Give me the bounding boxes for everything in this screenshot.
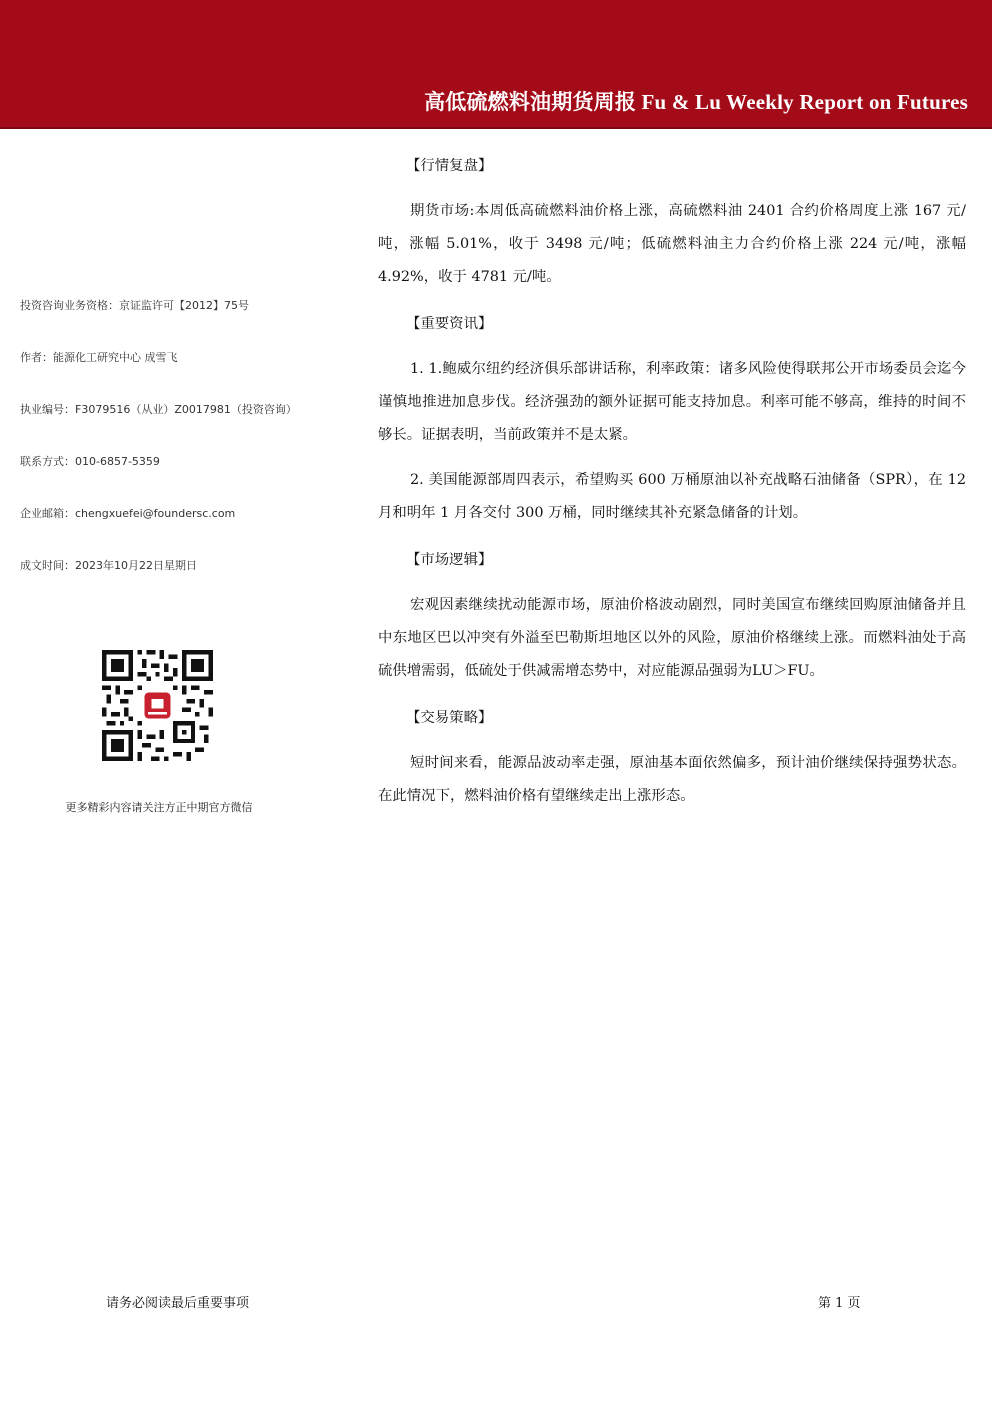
header-divider — [0, 127, 992, 129]
contact-line: 联系方式：010-6857-5359 — [20, 455, 160, 468]
section-heading-trading-strategy: 【交易策略】 — [406, 710, 493, 726]
wechat-qr-code-icon — [102, 650, 213, 761]
section-heading-key-news: 【重要资讯】 — [406, 316, 493, 332]
key-news-paragraph-2: 2. 美国能源部周四表示，希望购买 600 万桶原油以补充战略石油储备（SPR），在 12 月和明年 1 月各交付 300 万桶，同时继续其补充紧急储备的计划。 — [378, 472, 966, 521]
market-logic-paragraph: 宏观因素继续扰动能源市场，原油价格波动剧烈，同时美国宣布继续回购原油储备并且中东地区巴以冲突有外溢至巴勒斯坦地区以外的风险，原油价格继续上涨。而燃料油处于高硫供增需弱，低硫处于供减需增态势中，对应能源品强弱为LU＞FU。 — [378, 597, 966, 679]
qualification-line: 投资咨询业务资格：京证监许可【2012】75号 — [20, 299, 249, 312]
sidebar — [20, 298, 340, 584]
trading-strategy-paragraph: 短时间来看，能源品波动率走强，原油基本面依然偏多，预计油价继续保持强势状态。在此情况下，燃料油价格有望继续走出上涨形态。 — [378, 755, 966, 804]
page-number: 第 1 页 — [818, 1296, 861, 1311]
email-line: 企业邮箱：chengxuefei@foundersc.com — [20, 507, 236, 520]
section-heading-market-review: 【行情复盘】 — [406, 158, 493, 174]
license-line: 执业编号：F3079516（从业）Z0017981（投资咨询） — [20, 403, 297, 416]
market-review-paragraph: 期货市场:本周低高硫燃料油价格上涨，高硫燃料油 2401 合约价格周度上涨 167 元/吨，涨幅 5.01%，收于 3498 元/吨；低硫燃料油主力合约价格上涨 224 元/吨，涨幅 4.92%，收于 4781 元/吨。 — [378, 203, 966, 285]
author-line: 作者：能源化工研究中心 成雪飞 — [20, 351, 178, 364]
qr-caption: 更多精彩内容请关注方正中期官方微信 — [65, 801, 253, 814]
report-body — [378, 150, 966, 825]
section-heading-market-logic: 【市场逻辑】 — [406, 552, 493, 568]
date-line: 成文时间：2023年10月22日星期日 — [20, 559, 197, 572]
footer-disclaimer-note: 请务必阅读最后重要事项 — [106, 1296, 250, 1311]
key-news-paragraph-1: 1. 1.鲍威尔纽约经济俱乐部讲话称，利率政策：诸多风险使得联邦公开市场委员会迄今谨慎地推进加息步伐。经济强劲的额外证据可能支持加息。利率可能不够高，维持的时间不够长。证据表明，当前政策并不是太紧。 — [378, 361, 966, 443]
report-title: 高低硫燃料油期货周报 Fu & Lu Weekly Report on Futures — [424, 90, 968, 114]
